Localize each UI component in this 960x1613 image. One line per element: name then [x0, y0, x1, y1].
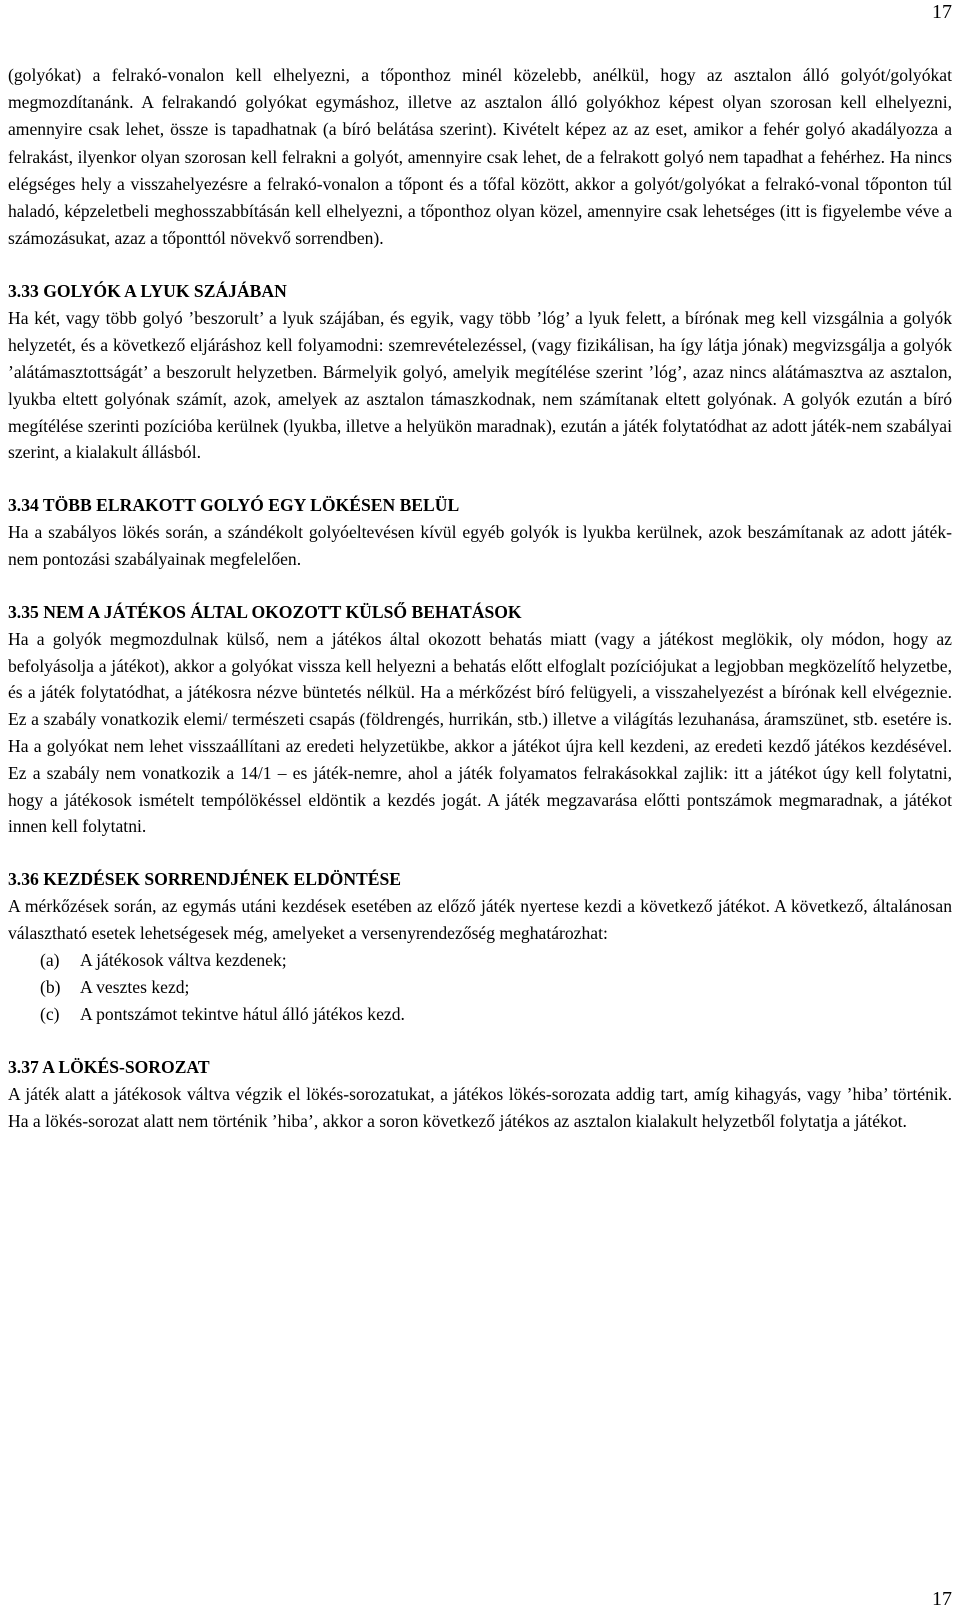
list-item [40, 1001, 952, 1028]
list-item-text: A pontszámot tekintve hátul álló játékos kezd. [80, 1003, 405, 1024]
section-3-36 [8, 866, 952, 1028]
list-item-text: A vesztes kezd; [80, 976, 190, 997]
options-list [8, 947, 952, 1028]
section-gap [8, 840, 952, 866]
section-3-34 [8, 492, 952, 573]
section-body: Ha a szabályos lökés során, a szándékolt golyóeltevésen kívül egyéb golyók is lyukba kerülnek, azok beszámítanak az adott játék-nem pontozási szabályainak megfelelően. [8, 522, 952, 569]
list-item [40, 974, 952, 1001]
list-item-text: A játékosok váltva kezdenek; [80, 949, 287, 970]
list-item-label: (a) [40, 949, 60, 970]
section-heading: 3.34 TÖBB ELRAKOTT GOLYÓ EGY LÖKÉSEN BELÜL [8, 495, 460, 516]
list-item-label: (c) [40, 1003, 60, 1024]
section-body: Ha két, vagy több golyó ’beszorult’ a lyuk szájában, és egyik, vagy több ’lóg’ a lyuk felett, a bírónak meg kell vizsgálnia a golyók helyzetét, és a következő eljáráshoz kell folyamodni: szemrevételezéssel, (vagy fizikálisan, ha így látja jónak) megvizsgálja a golyók ’alátámasztottságát’ a beszorult helyzetben. Bármelyik golyó, amelyik megítélése szerint ’lóg’, azaz nincs alátámasztva az asztalon, lyukba eltett golyónak számít, azok, amelyek az asztalon támaszkodnak, nem számítanak eltett golyónak. A golyók ezután a bíró megítélése szerinti pozícióba kerülnek (lyukba, illetve a helyükön maradnak), ezután a játék folytatódhat az adott játék-nem szabályai szerint, a kialakult állásból. [8, 308, 952, 463]
section-body: A mérkőzések során, az egymás utáni kezdések esetében az előző játék nyertese kezdi a következő játékot. A következő, általánosan választható esetek lehetségesek még, amelyeket a versenyrendezőség meghatározhat: [8, 896, 952, 943]
section-heading: 3.35 NEM A JÁTÉKOS ÁLTAL OKOZOTT KÜLSŐ BEHATÁSOK [8, 601, 522, 622]
section-3-35 [8, 599, 952, 840]
section-gap [8, 573, 952, 599]
intro-paragraph: (golyókat) a felrakó-vonalon kell elhelyezni, a tőponthoz minél közelebb, anélkül, hogy az asztalon álló golyót/golyókat megmozdítanánk. A felrakandó golyókat egymáshoz, illetve az asztalon álló golyókhoz képest olyan szorosan kell elhelyezni, amennyire csak lehet, össze is tapadhatnak (a bíró belátása szerint). Kivételt képez az az eset, amikor a fehér golyó akadályozza a felrakást, ilyenkor olyan szorosan kell felrakni a golyót, amennyire csak lehet, de a felrakott golyó nem tapadhat a fehérhez. Ha nincs elégséges hely a visszahelyezésre a felrakó-vonalon a tőpont és a tőfal között, akkor a golyót/golyókat a felrakó-vonal tőponton túl haladó, képzeletbeli meghosszabbításán kell elhelyezni, a tőponthoz olyan közel, amennyire csak lehetséges (itt is figyelembe véve a számozásukat, azaz a tőponttól növekvő sorrendben). [8, 65, 952, 249]
section-3-33 [8, 278, 952, 466]
list-item [40, 947, 952, 974]
page-number-top: 17 [932, 1, 952, 23]
section-heading: 3.37 A LÖKÉS-SOROZAT [8, 1056, 210, 1077]
section-3-37 [8, 1054, 952, 1135]
document-body [8, 62, 952, 1134]
section-heading: 3.36 KEZDÉSEK SORRENDJÉNEK ELDÖNTÉSE [8, 869, 402, 890]
section-body: Ha a golyók megmozdulnak külső, nem a játékos által okozott behatás miatt (vagy a játékost meglökik, oly módon, hogy az befolyásolja a játékot), akkor a golyókat vissza kell helyezni a behatás előtt elfoglalt pozíciójukat a legjobban megközelítő helyzetbe, és a játék folytatódhat, a játékosra nézve büntetés nélkül. Ha a mérkőzést bíró felügyeli, a visszahelyezést a bírónak kell elvégeznie. Ez a szabály vonatkozik elemi/ természeti csapás (földrengés, hurrikán, stb.) illetve a világítás lezuhanása, áramszünet, stb. esetére is. Ha a golyókat nem lehet visszaállítani az eredeti helyzetükbe, akkor a játékot újra kell kezdeni, az eredeti kezdő játékos kezdésével. Ez a szabály nem vonatkozik a 14/1 – es játék-nemre, ahol a játék folyamatos felrakásokkal zajlik: itt a játékot úgy kell folytatni, hogy a játékosok ismételt tempólökéssel eldöntik a kezdés jogát. A játék megzavarása előtti pontszámok megmaradnak, a játékot innen kell folytatni. [8, 628, 952, 837]
section-gap [8, 252, 952, 278]
section-body: A játék alatt a játékosok váltva végzik el lökés-sorozatukat, a játékos lökés-sorozata addig tart, amíg kihagyás, vagy ’hiba’ történik. Ha a lökés-sorozat alatt nem történik ’hiba’, akkor a soron következő játékos az asztalon kialakult helyzetből folytatja a játékot. [8, 1083, 952, 1131]
page-number-bottom: 17 [932, 1588, 952, 1610]
section-gap [8, 1028, 952, 1054]
list-item-label: (b) [40, 976, 61, 997]
section-gap [8, 466, 952, 492]
section-heading: 3.33 GOLYÓK A LYUK SZÁJÁBAN [8, 281, 287, 302]
